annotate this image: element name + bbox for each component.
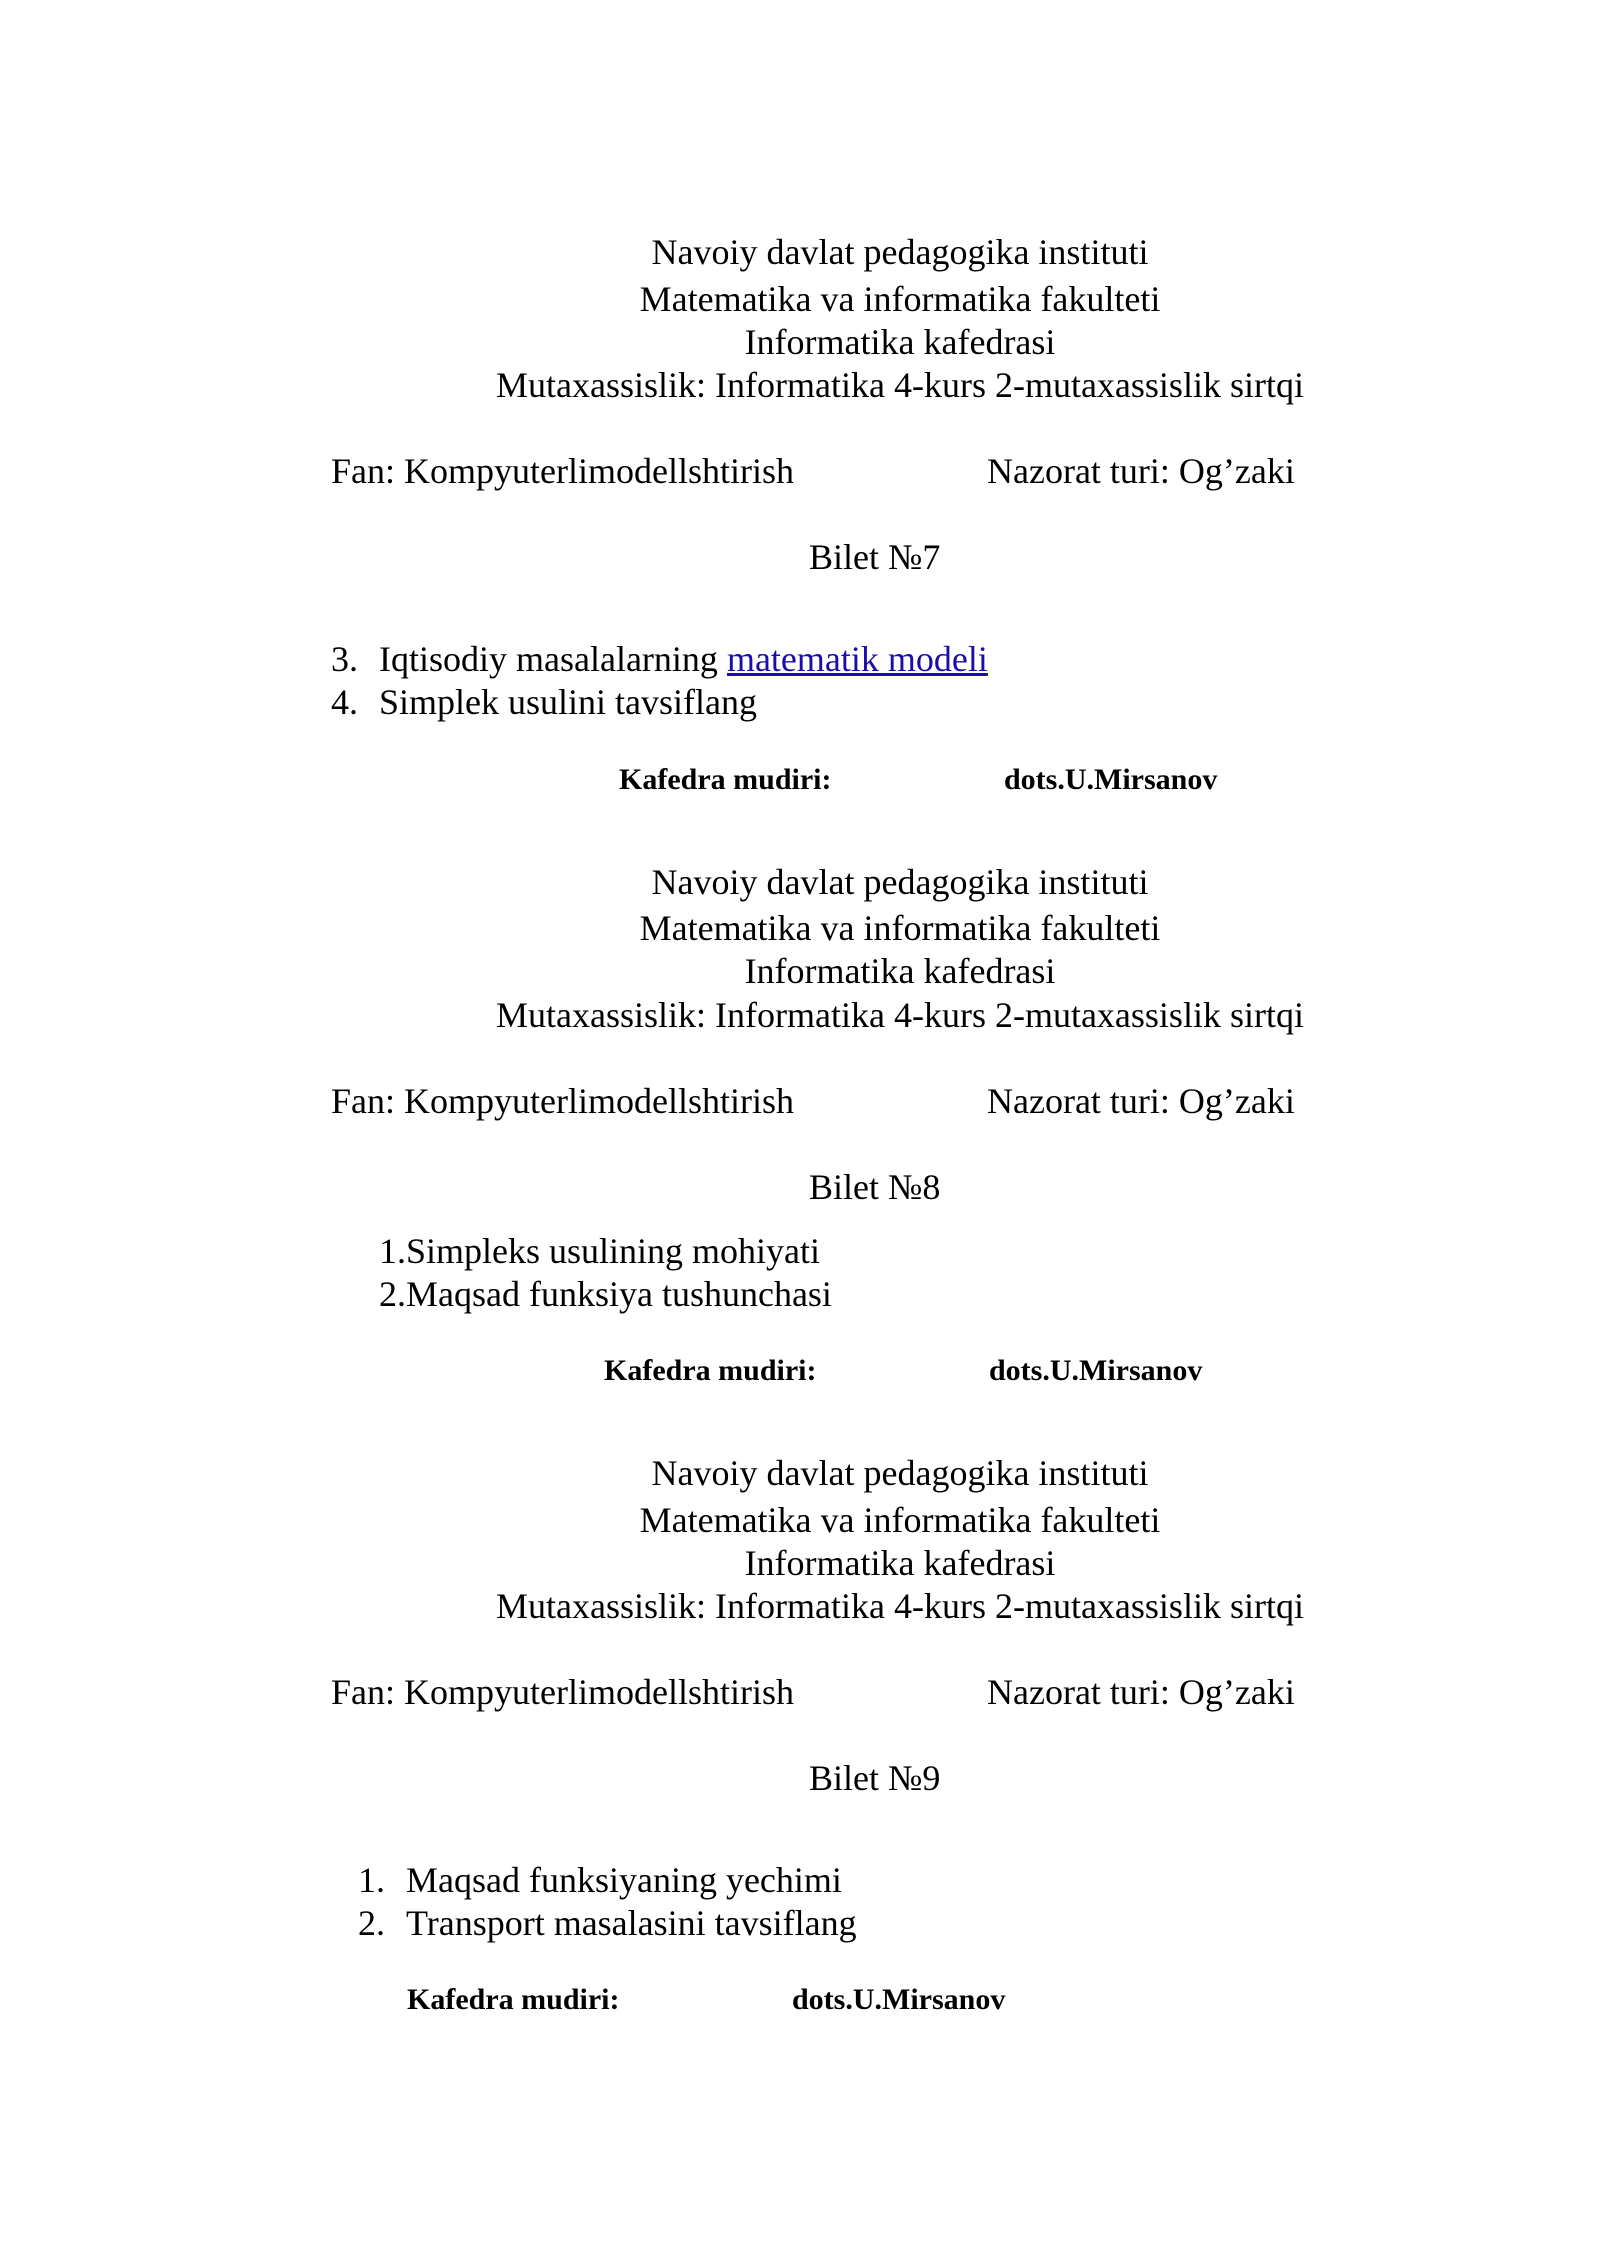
ticket-number: Bilet №9 bbox=[809, 1758, 941, 1798]
question-text: Iqtisodiy masalalarning matematik modeli bbox=[379, 639, 988, 679]
head-label: Kafedra mudiri: bbox=[619, 763, 832, 796]
specialty-line: Mutaxassislik: Informatika 4-kurs 2-mutaxassislik sirtqi bbox=[496, 995, 1304, 1035]
institute-name: Navoiy davlat pedagogika instituti bbox=[651, 1453, 1149, 1493]
subject-line: Fan: Kompyuterlimodellshtirish bbox=[331, 1081, 794, 1121]
question-text: Transport masalasini tavsiflang bbox=[406, 1903, 857, 1943]
question-item bbox=[331, 682, 757, 722]
question-text: Maqsad funksiyaning yechimi bbox=[406, 1860, 842, 1900]
head-name: dots.U.Mirsanov bbox=[989, 1354, 1203, 1387]
ticket-number: Bilet №8 bbox=[809, 1167, 941, 1207]
department-name: Informatika kafedrasi bbox=[744, 951, 1056, 991]
question-item: 2.Maqsad funksiya tushunchasi bbox=[379, 1274, 832, 1314]
department-name: Informatika kafedrasi bbox=[744, 1543, 1056, 1583]
subject-line: Fan: Kompyuterlimodellshtirish bbox=[331, 1672, 794, 1712]
faculty-name: Matematika va informatika fakulteti bbox=[639, 908, 1161, 948]
question-number: 4. bbox=[331, 682, 358, 722]
question-text: Simplek usulini tavsiflang bbox=[379, 682, 757, 722]
question-link[interactable]: matematik modeli bbox=[726, 639, 988, 679]
specialty-line: Mutaxassislik: Informatika 4-kurs 2-mutaxassislik sirtqi bbox=[496, 365, 1304, 405]
faculty-name: Matematika va informatika fakulteti bbox=[639, 1500, 1161, 1540]
question-number: 2. bbox=[358, 1903, 385, 1943]
head-label: Kafedra mudiri: bbox=[407, 1983, 620, 2016]
control-type: Nazorat turi: Og’zaki bbox=[987, 451, 1295, 491]
head-label: Kafedra mudiri: bbox=[604, 1354, 817, 1387]
institute-name: Navoiy davlat pedagogika instituti bbox=[651, 232, 1149, 272]
question-number: 1. bbox=[358, 1860, 385, 1900]
institute-name: Navoiy davlat pedagogika instituti bbox=[651, 862, 1149, 902]
question-item bbox=[358, 1903, 857, 1943]
subject-line: Fan: Kompyuterlimodellshtirish bbox=[331, 451, 794, 491]
control-type: Nazorat turi: Og’zaki bbox=[987, 1672, 1295, 1712]
question-item bbox=[358, 1860, 842, 1900]
specialty-line: Mutaxassislik: Informatika 4-kurs 2-mutaxassislik sirtqi bbox=[496, 1586, 1304, 1626]
department-name: Informatika kafedrasi bbox=[744, 322, 1056, 362]
question-item bbox=[331, 639, 988, 679]
control-type: Nazorat turi: Og’zaki bbox=[987, 1081, 1295, 1121]
head-name: dots.U.Mirsanov bbox=[792, 1983, 1006, 2016]
question-item: 1.Simpleks usulining mohiyati bbox=[379, 1231, 821, 1271]
head-name: dots.U.Mirsanov bbox=[1004, 763, 1218, 796]
question-number: 3. bbox=[331, 639, 358, 679]
ticket-number: Bilet №7 bbox=[809, 537, 941, 577]
faculty-name: Matematika va informatika fakulteti bbox=[639, 279, 1161, 319]
